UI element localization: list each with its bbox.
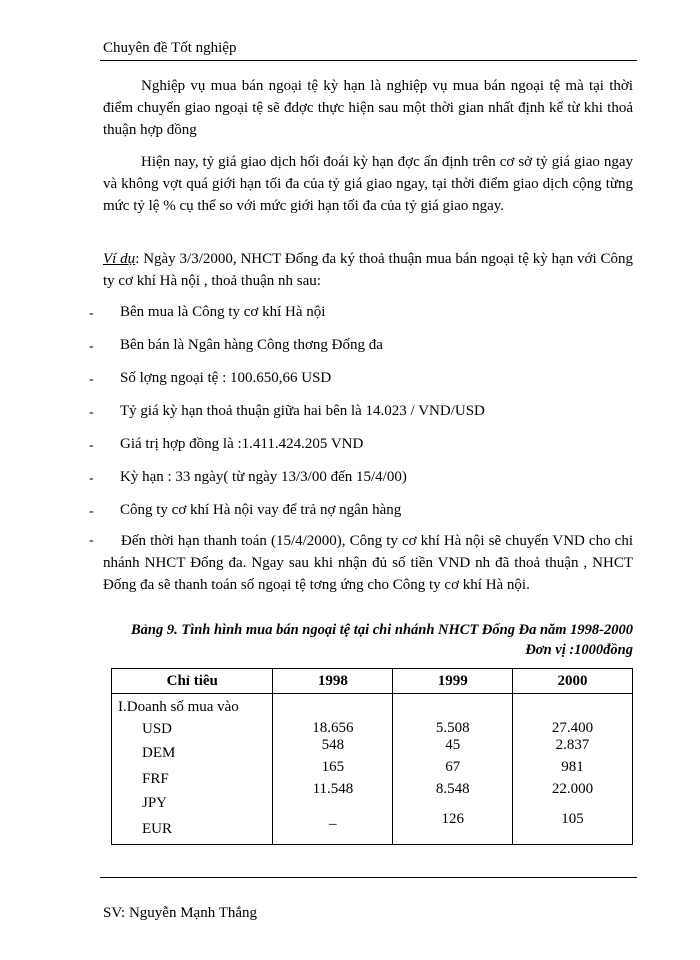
value: _ [329,811,337,827]
table-header-row [112,669,633,694]
footer-divider [100,877,637,878]
paragraph-closing [103,530,633,596]
example-text: : Ngày 3/3/2000, NHCT Đống đa ký thoả thuận mua bán ngoại tệ kỳ hạn với Công ty cơ khí Hà nội , thoả thuận nh sau: [103,251,633,289]
value: 11.548 [312,781,354,797]
value: 126 [441,811,464,827]
bullet-item: Kỳ hạn : 33 ngày( từ ngày 13/3/00 đến 15/4/00) [120,469,407,485]
bullet-item: Số lợng ngoại tệ : 100.650,66 USD [120,370,332,386]
bullet-marker: - [89,405,94,420]
bullet-item: Tỷ giá kỳ hạn thoả thuận giữa hai bên là 14.023 / VND/USD [120,403,485,419]
currency-label: USD [142,721,173,737]
bullet-item: Giá trị hợp đồng là :1.411.424.205 VND [120,436,364,452]
bullet-item: Công ty cơ khí Hà nội vay để trả nợ ngân hàng [120,502,402,518]
label-stack [112,694,272,844]
value: 27.400 [551,720,594,736]
bullet-marker: - [89,471,94,486]
table-caption: Bảng 9. Tình hình mua bán ngoại tệ tại chi nhánh NHCT Đống Đa năm 1998-2000 [131,622,633,638]
value: 22.000 [551,781,594,797]
column-header-1999: 1999 [393,669,513,694]
value: 67 [445,759,461,775]
year-1999-cell [393,694,513,845]
value-stack [393,694,512,834]
bullet-item: Bên bán là Ngân hàng Công thơng Đống đa [120,337,383,353]
year-1998-cell [273,694,393,845]
column-header-2000: 2000 [513,669,633,694]
bullet-marker: - [89,504,94,519]
currency-label: EUR [142,821,172,837]
label-cell [112,694,273,845]
paragraph-example [103,248,633,292]
paragraph-text: Hiện nay, tỷ giá giao dịch hối đoái kỳ hạn đợc ấn định trên cơ sở tỷ giá giao ngay và không vợt quá giới hạn tối đa của tỷ giá giao ngay, tại thời điểm giao dịch cộng từng mức tỷ lệ % cụ thể so với mức giới hạn tối đa của tỷ giá giao ngay. [103,154,633,214]
value: 165 [321,759,345,775]
section-label: I.Doanh số mua vào [118,699,239,715]
value: 8.548 [435,781,470,797]
page-header-title: Chuyên đề Tốt nghiệp [103,40,237,56]
value: 2.837 [555,737,590,753]
currency-purchase-table [111,668,633,845]
paragraph-text: Nghiệp vụ mua bán ngoại tệ kỳ hạn là nghiệp vụ mua bán ngoại tệ mà tại thời điểm chuyển giao ngoại tệ sẽ đdợc thực hiện sau một thời gian nhất định kể từ khi thoả thuận hợp đồng [103,78,633,138]
value: 981 [561,759,584,775]
column-header-1998: 1998 [273,669,393,694]
column-header-indicator: Chỉ tiêu [112,669,273,694]
bullet-marker: - [89,339,94,354]
table-body-row [112,694,633,845]
year-2000-cell [513,694,633,845]
example-label: Ví dụ [103,251,136,267]
value: 45 [445,737,461,753]
bullet-marker: - [89,306,94,321]
value: 548 [321,737,345,753]
value: 105 [561,811,584,827]
bullet-item: Bên mua là Công ty cơ khí Hà nội [120,304,326,320]
value-stack [273,694,392,834]
value-stack [513,694,632,834]
bullet-marker: - [89,533,94,548]
currency-label: DEM [142,745,176,761]
bullet-marker: - [89,438,94,453]
paragraph-exchange-rate [103,151,633,217]
currency-label: JPY [142,795,168,811]
value: 5.508 [435,720,470,736]
table-unit-label: Đơn vị :1000đồng [525,642,633,658]
header-divider [100,60,637,61]
bullet-marker: - [89,372,94,387]
paragraph-text: Đến thời hạn thanh toán (15/4/2000), Công ty cơ khí Hà nội sẽ chuyển VND cho chi nhánh NHCT Đống đa. Ngay sau khi nhận đủ số tiền VND nh đã thoả thuận , NHCT Đống đa sẽ thanh toán số ngoại tệ tơng ứng cho Công ty cơ khí Hà nội. [103,533,633,593]
footer-author: SV: Nguyễn Mạnh Thắng [103,905,258,921]
value: 18.656 [312,720,354,736]
paragraph-forward-definition [103,75,633,141]
currency-label: FRF [142,771,169,787]
